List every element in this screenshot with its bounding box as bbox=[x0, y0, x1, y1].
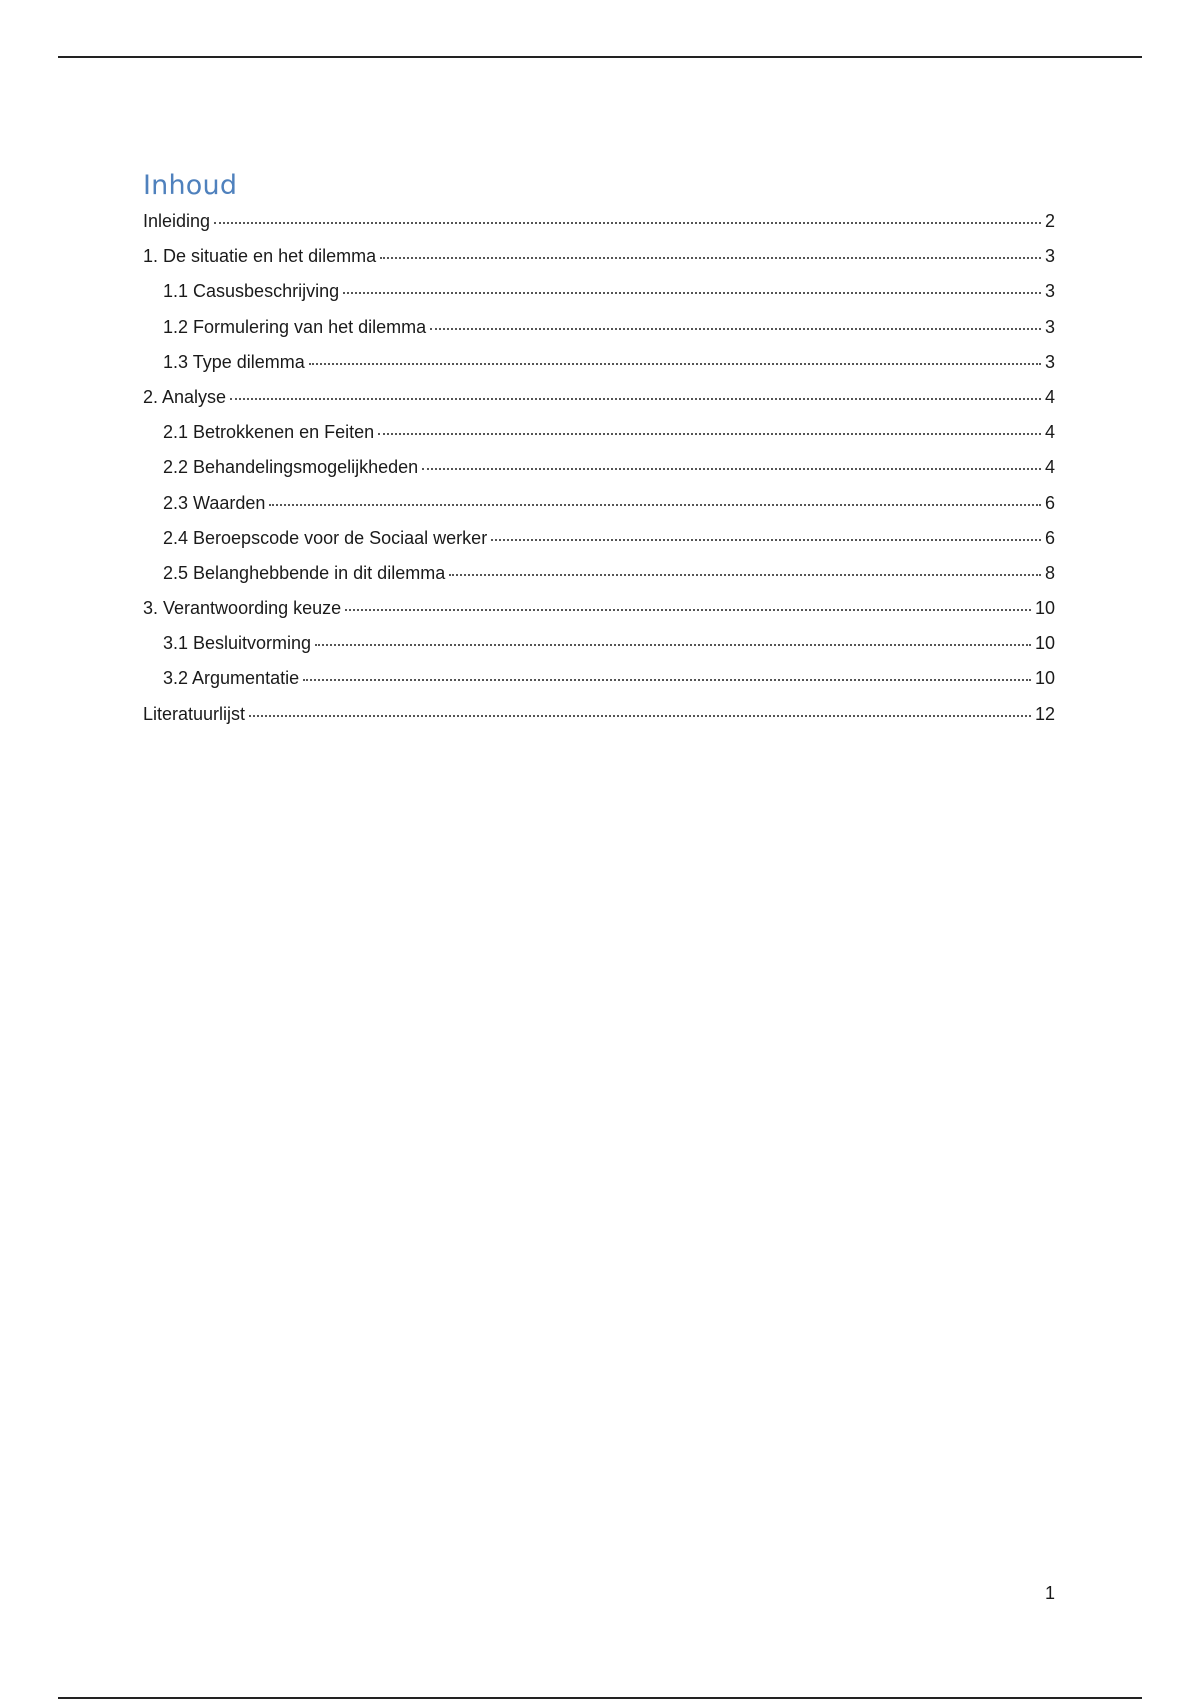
toc-entry-label[interactable]: 3.1 Besluitvorming bbox=[163, 633, 312, 654]
toc-entry-label[interactable]: 2.5 Belanghebbende in dit dilemma bbox=[163, 562, 446, 583]
toc-entry-0[interactable] bbox=[143, 210, 1055, 245]
page-number: 1 bbox=[1044, 1583, 1055, 1603]
toc-dot-leader bbox=[214, 222, 1041, 224]
toc-entry-7[interactable] bbox=[143, 456, 1055, 491]
header-rule bbox=[58, 56, 1142, 58]
toc-entry-14[interactable] bbox=[143, 703, 1055, 738]
toc-dot-leader bbox=[378, 433, 1041, 435]
toc-entry-page: 3 bbox=[1044, 281, 1055, 302]
toc-entry-page: 3 bbox=[1044, 316, 1055, 337]
toc-entry-page: 10 bbox=[1034, 633, 1055, 654]
toc-dot-leader bbox=[449, 574, 1041, 576]
toc-dot-leader bbox=[345, 609, 1031, 611]
toc-entry-label[interactable]: 2.4 Beroepscode voor de Sociaal werker bbox=[163, 527, 488, 548]
toc-entry-label[interactable]: 1.1 Casusbeschrijving bbox=[163, 281, 340, 302]
footer-rule bbox=[58, 1697, 1142, 1699]
toc-dot-leader bbox=[249, 715, 1031, 717]
toc-entry-9[interactable] bbox=[143, 527, 1055, 562]
table-of-contents bbox=[143, 168, 1055, 738]
toc-entry-label[interactable]: 2.3 Waarden bbox=[163, 492, 266, 513]
toc-dot-leader bbox=[230, 398, 1041, 400]
toc-entry-page: 4 bbox=[1044, 422, 1055, 443]
toc-entry-10[interactable] bbox=[143, 562, 1055, 597]
toc-entry-label[interactable]: 3. Verantwoording keuze bbox=[143, 598, 342, 619]
toc-entry-13[interactable] bbox=[143, 667, 1055, 702]
toc-list bbox=[143, 210, 1055, 738]
toc-dot-leader bbox=[343, 292, 1041, 294]
toc-entry-page: 2 bbox=[1044, 211, 1055, 231]
toc-entry-label[interactable]: Literatuurlijst bbox=[143, 703, 246, 724]
toc-entry-3[interactable] bbox=[143, 316, 1055, 351]
toc-entry-2[interactable] bbox=[143, 280, 1055, 315]
toc-entry-label[interactable]: 2.2 Behandelingsmogelijkheden bbox=[163, 457, 419, 478]
toc-entry-label[interactable]: 1. De situatie en het dilemma bbox=[143, 246, 377, 267]
toc-entry-8[interactable] bbox=[143, 492, 1055, 527]
toc-entry-page: 10 bbox=[1034, 598, 1055, 619]
toc-dot-leader bbox=[269, 504, 1041, 506]
toc-entry-label[interactable]: 3.2 Argumentatie bbox=[163, 668, 300, 689]
toc-entry-label[interactable]: 1.2 Formulering van het dilemma bbox=[163, 316, 427, 337]
toc-dot-leader bbox=[315, 644, 1031, 646]
toc-entry-page: 8 bbox=[1044, 562, 1055, 583]
toc-entry-page: 6 bbox=[1044, 492, 1055, 513]
toc-dot-leader bbox=[430, 328, 1041, 330]
toc-entry-page: 3 bbox=[1044, 246, 1055, 267]
toc-title: Inhoud bbox=[143, 170, 238, 201]
toc-entry-5[interactable] bbox=[143, 386, 1055, 421]
toc-dot-leader bbox=[380, 257, 1041, 259]
toc-dot-leader bbox=[422, 468, 1041, 470]
toc-entry-label[interactable]: Inleiding bbox=[143, 211, 211, 231]
toc-entry-12[interactable] bbox=[143, 632, 1055, 667]
toc-entry-page: 12 bbox=[1034, 703, 1055, 724]
toc-entry-page: 6 bbox=[1044, 527, 1055, 548]
toc-entry-label[interactable]: 2.1 Betrokkenen en Feiten bbox=[163, 422, 375, 443]
toc-entry-11[interactable] bbox=[143, 597, 1055, 632]
toc-entry-page: 4 bbox=[1044, 386, 1055, 407]
toc-dot-leader bbox=[491, 539, 1041, 541]
toc-entry-page: 3 bbox=[1044, 351, 1055, 372]
toc-entry-6[interactable] bbox=[143, 421, 1055, 456]
toc-entry-label[interactable]: 2. Analyse bbox=[143, 386, 227, 407]
toc-dot-leader bbox=[309, 363, 1041, 365]
toc-entry-4[interactable] bbox=[143, 351, 1055, 386]
toc-entry-1[interactable] bbox=[143, 245, 1055, 280]
toc-dot-leader bbox=[303, 679, 1031, 681]
toc-entry-page: 10 bbox=[1034, 668, 1055, 689]
toc-entry-page: 4 bbox=[1044, 457, 1055, 478]
toc-entry-label[interactable]: 1.3 Type dilemma bbox=[163, 351, 305, 372]
